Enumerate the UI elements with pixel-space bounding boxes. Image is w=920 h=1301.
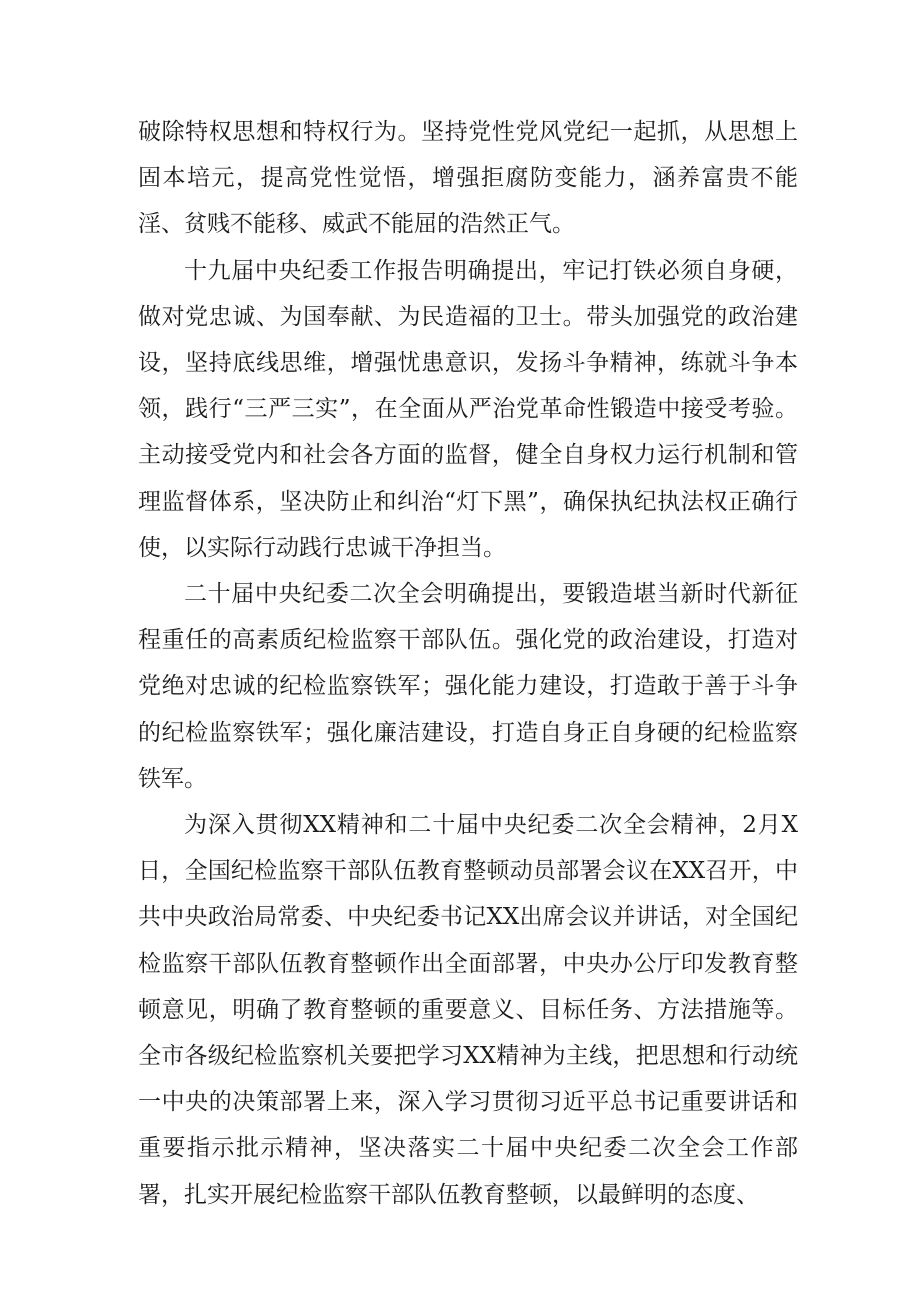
paragraph-second-plenary: 二十届中央纪委二次全会明确提出，要锻造堪当新时代新征程重任的高素质纪检监察干部队伍。强化党的政治建设，打造对党绝对忠诚的纪检监察铁军；强化能力建设，打造敢于善于斗争的纪检监察铁军；强化廉洁建设，打造自身正自身硬的纪检监察铁军。	[138, 581, 798, 792]
paragraph-cdi-report: 十九届中央纪委工作报告明确提出，牢记打铁必须自身硬，做对党忠诚、为国奉献、为民造福的卫士。带头加强党的政治建设，坚持底线思维，增强忧患意识，发扬斗争精神，练就斗争本领，践行“三严三实”，在全面从严治党革命性锻造中接受考验。主动接受党内和社会各方面的监督，健全自身权力运行机制和管理监督体系，坚决防止和纠治“灯下黑”，确保执纪执法权正确行使，以实际行动践行忠诚干净担当。	[138, 257, 798, 561]
paragraph-continued: 破除特权思想和特权行为。坚持党性党风党纪一起抓，从思想上固本培元，提高党性觉悟，增强拒腐防变能力，涵养富贵不能淫、贫贱不能移、威武不能屈的浩然正气。	[138, 119, 798, 238]
paragraph-rectification-meeting: 为深入贯彻XX精神和二十届中央纪委二次全会精神，2月X日，全国纪检监察干部队伍教育整顿动员部署会议在XX召开，中共中央政治局常委、中央纪委书记XX出席会议并讲话，对全国纪检监察干部队伍教育整顿作出全面部署，中央办公厅印发教育整顿意见，明确了教育整顿的重要意义、目标任务、方法措施等。全市各级纪检监察机关要把学习XX精神为主线，把思想和行动统一中央的决策部署上来，深入学习贯彻习近平总书记重要讲话和重要指示批示精神，坚决落实二十届中央纪委二次全会工作部署，扎实开展纪检监察干部队伍教育整顿，以最鲜明的态度、	[138, 812, 798, 1208]
document-body	[138, 109, 798, 1218]
